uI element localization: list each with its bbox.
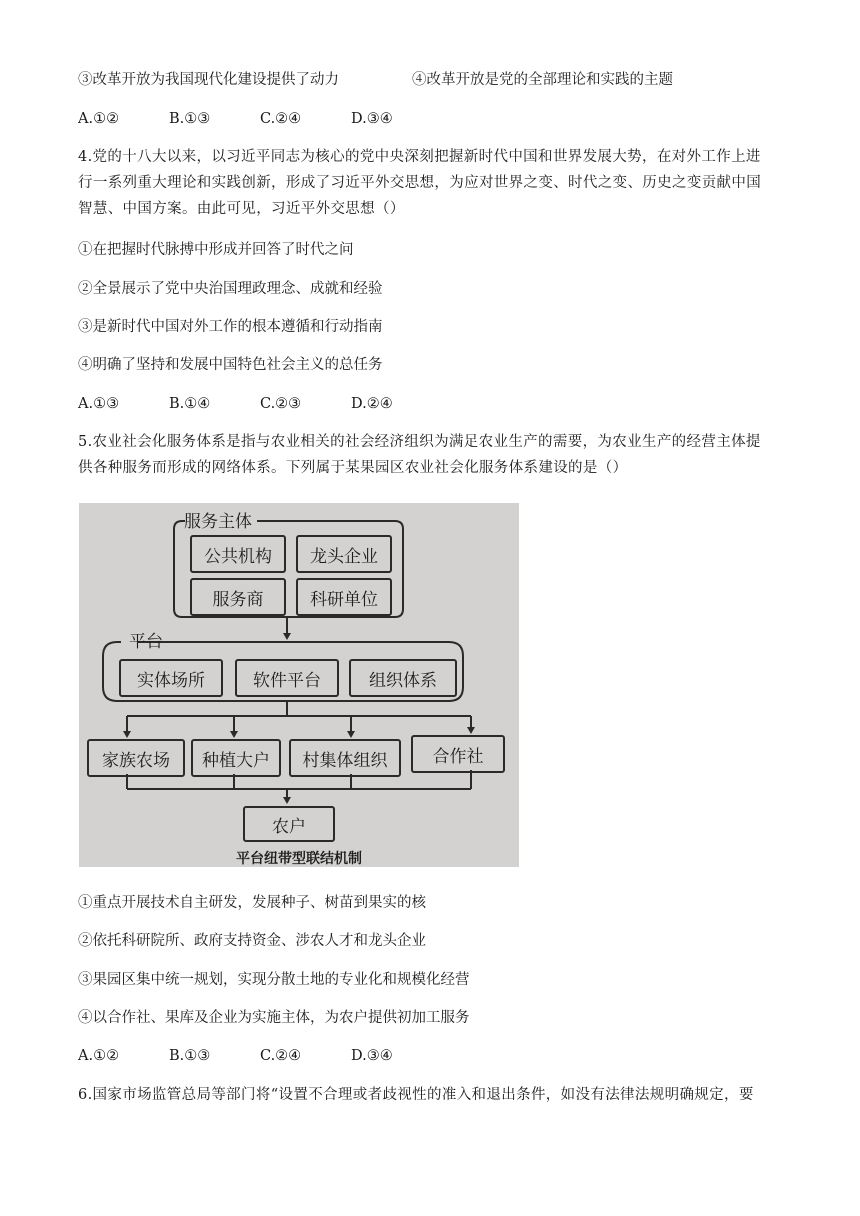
q5-statement-4: ④以合作社、果库及企业为实施主体，为农户提供初加工服务 xyxy=(78,1010,470,1026)
q4-option-b: B.①④ xyxy=(169,396,211,412)
q4-options xyxy=(78,394,442,414)
q5-option-b: B.①③ xyxy=(169,1048,211,1064)
platform-box-physical-site: 实体场所 xyxy=(119,659,223,697)
q5-statement-2: ②依托科研院所、政府支持资金、涉农人才和龙头企业 xyxy=(78,933,426,949)
platform-group-label: 平台 xyxy=(129,632,163,652)
platform-box-software: 软件平台 xyxy=(235,659,339,697)
service-box-public-institution: 公共机构 xyxy=(190,535,286,573)
diagram-caption: 平台纽带型联结机制 xyxy=(236,851,362,867)
q4-stem xyxy=(78,144,782,222)
q6-stem-line: 6.国家市场监管总局等部门将“设置不合理或者歧视性的准入和退出条件，如没有法律法规明确规定，要 xyxy=(78,1087,754,1103)
q5-option-d: D.③④ xyxy=(351,1048,393,1064)
q4-statement-1: ①在把握时代脉搏中形成并回答了时代之问 xyxy=(78,242,354,258)
q5-option-c: C.②④ xyxy=(260,1048,302,1064)
platform-box-organization: 组织体系 xyxy=(349,659,457,697)
service-group-label: 服务主体 xyxy=(184,512,252,532)
q4-option-c: C.②③ xyxy=(260,396,302,412)
q3-option-c: C.②④ xyxy=(260,111,302,127)
operator-box-large-grower: 种植大户 xyxy=(191,739,281,777)
q3-option-b: B.①③ xyxy=(169,111,211,127)
q5-stem-line: 供各种服务而形成的网络体系。下列属于某果园区农业社会化服务体系建设的是（） xyxy=(78,460,628,476)
q5-stem xyxy=(78,429,782,481)
q5-stem-line: 5.农业社会化服务体系是指与农业相关的社会经济组织为满足农业生产的需要，为农业生产的经营主体提 xyxy=(78,434,761,450)
operator-box-village-collective: 村集体组织 xyxy=(289,739,401,777)
q4-stem-line: 智慧、中国方案。由此可见，习近平外交思想（） xyxy=(78,201,405,217)
service-box-leading-enterprise: 龙头企业 xyxy=(296,535,392,573)
q4-statement-3: ③是新时代中国对外工作的根本遵循和行动指南 xyxy=(78,319,383,335)
service-box-service-provider: 服务商 xyxy=(190,578,286,616)
q4-stem-line: 行一系列重大理论和实践创新，形成了习近平外交思想，为应对世界之变、时代之变、历史之变贡献中国 xyxy=(78,175,762,191)
q3-statement-4: ④改革开放是党的全部理论和实践的主题 xyxy=(412,72,673,88)
operator-box-cooperative: 合作社 xyxy=(411,735,505,773)
q5-statement-3: ③果园区集中统一规划，实现分散土地的专业化和规模化经营 xyxy=(78,972,470,988)
q5-statement-1: ①重点开展技术自主研发，发展种子、树苗到果实的核 xyxy=(78,895,426,911)
q5-options xyxy=(78,1046,442,1066)
q6-stem xyxy=(78,1082,782,1108)
q4-stem-line: 4.党的十八大以来，以习近平同志为核心的党中央深刻把握新时代中国和世界发展大势，在对外工作上进 xyxy=(78,149,761,165)
q4-statement-2: ②全景展示了党中央治国理政理念、成就和经验 xyxy=(78,281,383,297)
service-box-research-unit: 科研单位 xyxy=(296,578,392,616)
q3-option-a: A.①② xyxy=(78,111,120,127)
q3-option-d: D.③④ xyxy=(351,111,393,127)
platform-linkage-diagram xyxy=(79,503,519,867)
operator-box-family-farm: 家族农场 xyxy=(87,739,185,777)
q4-option-a: A.①③ xyxy=(78,396,120,412)
q4-option-d: D.②④ xyxy=(351,396,393,412)
q5-option-a: A.①② xyxy=(78,1048,120,1064)
farmer-box: 农户 xyxy=(243,806,335,842)
q3-options xyxy=(78,109,442,129)
q3-statement-3: ③改革开放为我国现代化建设提供了动力 xyxy=(78,72,339,88)
q4-statement-4: ④明确了坚持和发展中国特色社会主义的总任务 xyxy=(78,357,383,373)
